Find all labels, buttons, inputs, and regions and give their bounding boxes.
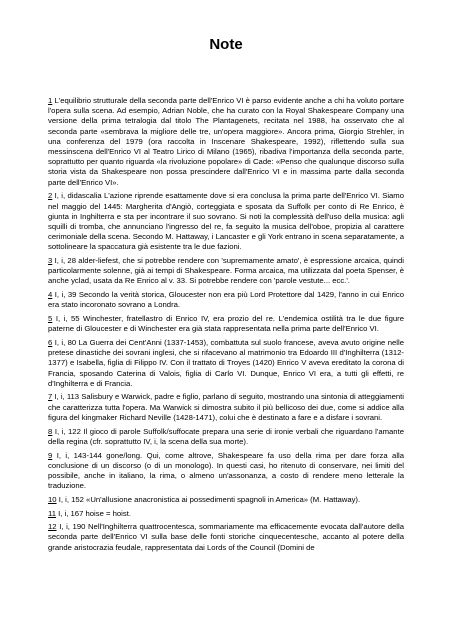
footnote-text: I, i, 113 Salisbury e Warwick, padre e figlio, parlano di seguito, mostrando una sintonia di atteggiamenti che caratterizza tutta l'opera. Ma Warwick si dimostra subito il più bellicoso dei due, come si addice alla figura del kingmaker Richard Neville (1428-1471), colui che è destinato a fare e a disfare i sovrani. (48, 392, 404, 422)
footnote-text: L'equilibrio strutturale della seconda parte dell'Enrico VI è parso evidente anche a chi ha voluto portare l'opera sulla scena. Ad esempio, Adrian Noble, che ha curato con la Royal Shakespeare Company una versione della prima tetralogia dal titolo The Plantagenets, recitata nel 1988, ha osservato che al seconda parte «sembrava la migliore delle tre, un'opera maggiore». Ancora prima, Giorgio Strehler, in una conferenza del 1979 (ora raccolta in Inscenare Shakespeare, 1992), riflettendo sulla sua messinscena dell'Enrico VI al Teatro Lirico di Milano (1965), ribadiva l'importanza della seconda parte, soprattutto per quanto riguarda «la rivoluzione popolare» di Cade: «Penso che qualunque discorso sulla storia vista da Shakespeare non possa prescindere dall'Enrico VI e in massima parte dalla seconda parte dell'Enrico VI». (48, 96, 404, 187)
footnote-text: I, i, 167 hoise = hoist. (58, 508, 131, 518)
footnote-text: I, i, 28 alder-liefest, che si potrebbe rendere con 'supremamente amato', è espressione arcaica, quindi particolarmente solenne, già ai tempi di Shakespeare. Forma arcaica, ma utilizzata dal poeta Spenser, è anche yclad, usata da Re Enrico al v. 33. Si potrebbe rendere con 'parole vestute... ecc.'. (48, 256, 404, 286)
footnote (48, 96, 404, 188)
footnote-number-link[interactable]: 6 (48, 337, 53, 347)
footnote (48, 522, 404, 553)
footnote-text: I, i, 122 Il gioco di parole Suffolk/suffocate prepara una serie di ironie verbali che riguardano l'amante della regina (cfr. soprattutto IV, i, la scena della sua morte). (48, 426, 404, 446)
footnote-number-link[interactable]: 11 (48, 508, 56, 518)
footnote-number-link[interactable]: 8 (48, 426, 53, 436)
footnote-number-link[interactable]: 12 (48, 522, 57, 532)
footnote-number-link[interactable]: 5 (48, 314, 53, 324)
footnote-text: I, i, 39 Secondo la verità storica, Gloucester non era più Lord Protettore dal 1429, l'anno in cui Enrico era stato incoronato sovrano a Londra. (48, 290, 405, 310)
footnote (48, 392, 404, 423)
footnote-text: I, i, 152 «Un'allusione anacronistica ai possedimenti spagnoli in America» (M. Hattaway). (58, 494, 361, 504)
footnote-number-link[interactable]: 1 (48, 96, 53, 105)
footnote (48, 495, 404, 505)
footnote (48, 191, 404, 252)
footnote (48, 451, 404, 492)
footnote-number-link[interactable]: 10 (48, 494, 57, 504)
footnote-number-link[interactable]: 9 (48, 450, 53, 460)
footnote (48, 509, 404, 519)
footnote-text: I, i, 55 Winchester, fratellastro di Enrico IV, era prozio del re. L'endemica ostilità tra le due figure paterne di Gloucester e di Winchester era già stata rappresentata nella prima parte dell'Enrico VI. (48, 314, 404, 334)
footnote-text: I, i, 190 Nell'Inghilterra quattrocentesca, sommariamente ma efficacemente evocata dall'autore della seconda parte dell'Enrico VI sulla base delle fonti storiche cinquecentesche, accanto al potere della grande aristocrazia feudale, rappresentata dai Lords of the Council (Domini de (48, 522, 404, 552)
footnote (48, 314, 404, 334)
footnote-text: I, i, 143-144 gone/long. Qui, come altrove, Shakespeare fa uso della rima per dare forza alla conclusione di un discorso (o di un monologo). In questi casi, ho ritenuto di conservare, nei limiti del possibile, anche in italiano, la rima, o almeno un'assonanza, a costo di rendere meno letterale la traduzione. (48, 450, 405, 491)
page-title: Note (209, 36, 243, 53)
footnote (48, 256, 404, 287)
footnote-text: I, i, 80 La Guerra dei Cent'Anni (1337-1453), combattuta sul suolo francese, aveva avuto origine nelle pretese dinastiche dei sovrani inglesi, che si rifacevano al matrimonio tra Edoardo III d'Inghilterra (1312-1377) e Isabella, figlia di Filippo IV. Con il trattato di Troyes (1420) Enrico V aveva ereditato la corona di Francia, sposando Caterina di Valois, figlia di Carlo VI. Dunque, Enrico VI era, a tutti gli effetti, re d'Inghilterra e di Francia. (48, 337, 404, 388)
footnote-number-link[interactable]: 7 (48, 392, 53, 402)
footnote (48, 290, 404, 310)
footnote-number-link[interactable]: 2 (48, 191, 53, 201)
footnote-number-link[interactable]: 3 (48, 256, 53, 266)
footnote-text: I, i, didascalia L'azione riprende esattamente dove si era conclusa la prima parte dell'Enrico VI. Siamo nel maggio del 1445: Margherita d'Angiò, corteggiata e sposata da Suffolk per conto di Re Enrico, è giunta in Inghilterra e sta per incontrare il suo sovrano. Si noti la complessità dell'uso della musica: agli squilli di tromba, che annunciano l'ingresso del re, fa seguito la musica dell'oboe, propizia al carattere cerimoniale della scena. Secondo M. Hattaway, i Lancaster e gli York entrano in scena separatamente, a sottolineare la spaccatura già esistente tra le due fazioni. (48, 191, 404, 252)
footnote (48, 427, 404, 447)
footnote-number-link[interactable]: 4 (48, 290, 53, 300)
notes-list (48, 96, 404, 556)
footnote (48, 338, 404, 389)
